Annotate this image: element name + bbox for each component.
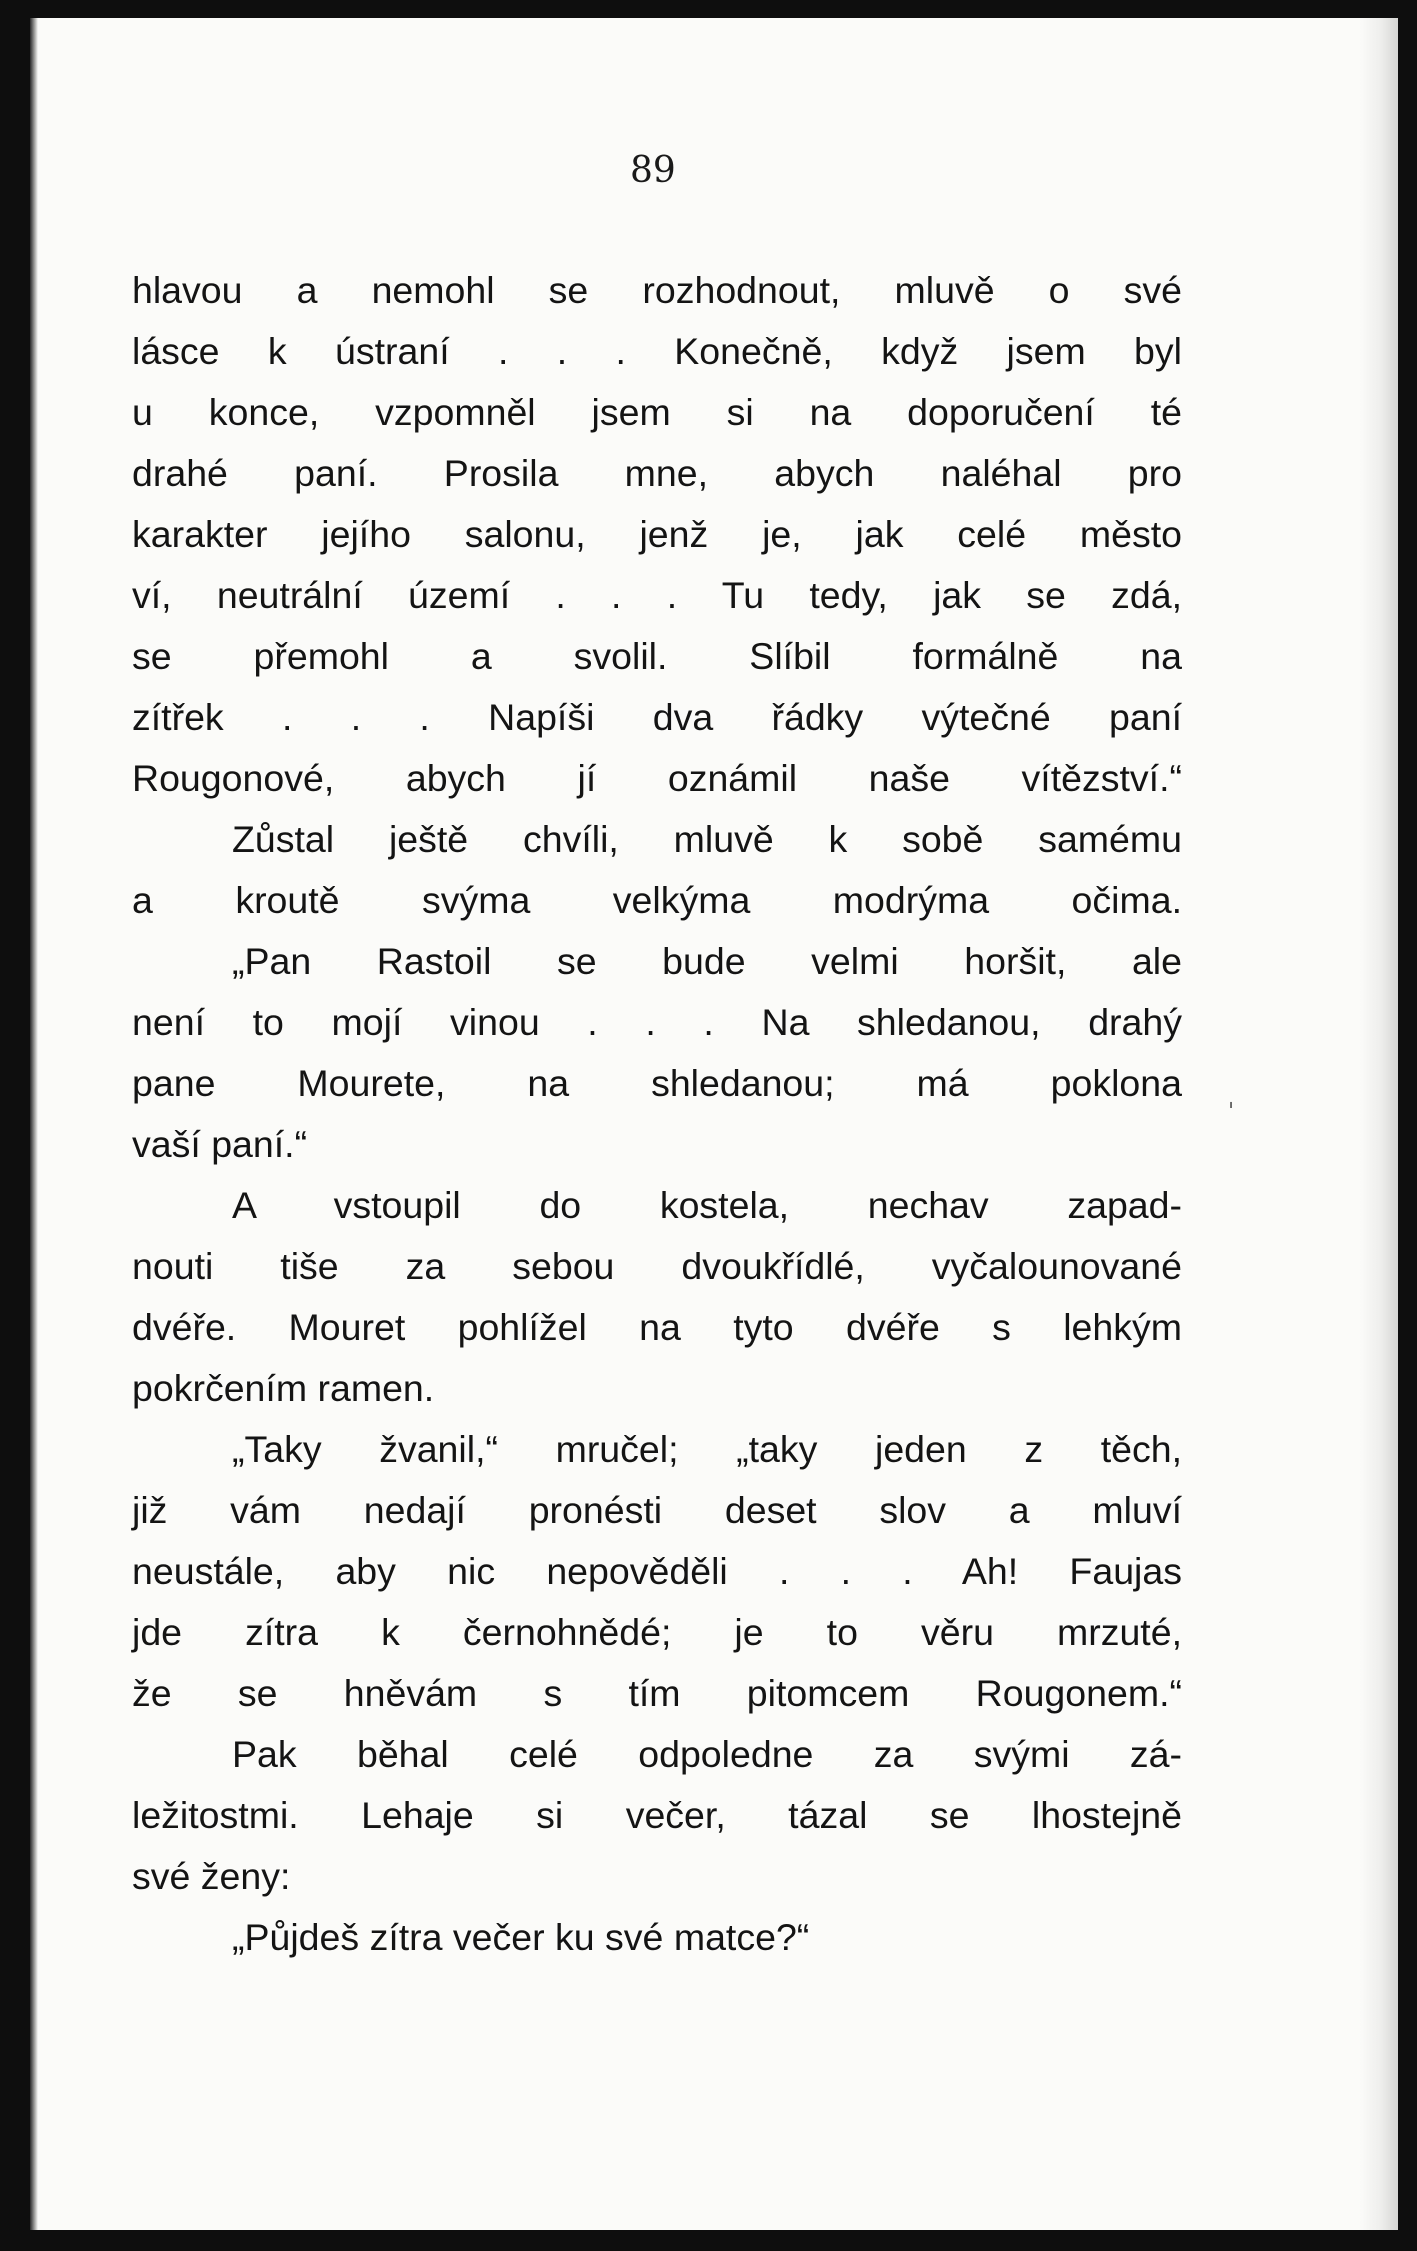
text-line: dvéře. Mouret pohlížel na tyto dvéře s lehkým xyxy=(132,1306,1182,1348)
page-left-edge-shadow xyxy=(30,18,38,2230)
page-number: 89 xyxy=(630,150,676,191)
text-line: neustále, aby nic nepověděli . . . Ah! Faujas xyxy=(132,1550,1182,1592)
text-line: své ženy: xyxy=(132,1855,291,1897)
text-line: jde zítra k černohnědé; je to věru mrzuté, xyxy=(132,1611,1182,1653)
text-line: Zůstal ještě chvíli, mluvě k sobě samému xyxy=(232,818,1182,860)
scan-speck: ˈ xyxy=(1228,1100,1235,1125)
text-line: již vám nedají pronésti deset slov a mluví xyxy=(132,1489,1182,1531)
text-line: A vstoupil do kostela, nechav zapad- xyxy=(232,1184,1182,1226)
body-text xyxy=(132,260,1182,1968)
text-line: pokrčením ramen. xyxy=(132,1367,435,1409)
text-line: karakter jejího salonu, jenž je, jak celé město xyxy=(132,513,1182,555)
text-line: že se hněvám s tím pitomcem Rougonem.“ xyxy=(132,1672,1182,1714)
text-line: nouti tiše za sebou dvoukřídlé, vyčalounované xyxy=(132,1245,1182,1287)
text-line: ležitostmi. Lehaje si večer, tázal se lhostejně xyxy=(132,1794,1182,1836)
text-line: zítřek . . . Napíši dva řádky výtečné paní xyxy=(132,696,1182,738)
text-line: Pak běhal celé odpoledne za svými zá- xyxy=(232,1733,1182,1775)
text-line: a kroutě svýma velkýma modrýma očima. xyxy=(132,879,1182,921)
text-line: „Pan Rastoil se bude velmi horšit, ale xyxy=(232,940,1182,982)
text-line: není to mojí vinou . . . Na shledanou, drahý xyxy=(132,1001,1182,1043)
text-line: hlavou a nemohl se rozhodnout, mluvě o své xyxy=(132,269,1182,311)
page-right-edge-shadow xyxy=(1360,18,1398,2230)
text-line: vaší paní.“ xyxy=(132,1123,308,1165)
text-line: pane Mourete, na shledanou; má poklona xyxy=(132,1062,1182,1104)
text-line: lásce k ústraní . . . Konečně, když jsem byl xyxy=(132,330,1182,372)
text-line: Rougonové, abych jí oznámil naše vítězství.“ xyxy=(132,757,1182,799)
text-line: u konce, vzpomněl jsem si na doporučení té xyxy=(132,391,1182,433)
text-line: ví, neutrální území . . . Tu tedy, jak se zdá, xyxy=(132,574,1182,616)
text-line: se přemohl a svolil. Slíbil formálně na xyxy=(132,635,1182,677)
text-line: drahé paní. Prosila mne, abych naléhal pro xyxy=(132,452,1182,494)
text-line: „Půjdeš zítra večer ku své matce?“ xyxy=(232,1916,810,1958)
text-line: „Taky žvanil,“ mručel; „taky jeden z těch, xyxy=(232,1428,1182,1470)
